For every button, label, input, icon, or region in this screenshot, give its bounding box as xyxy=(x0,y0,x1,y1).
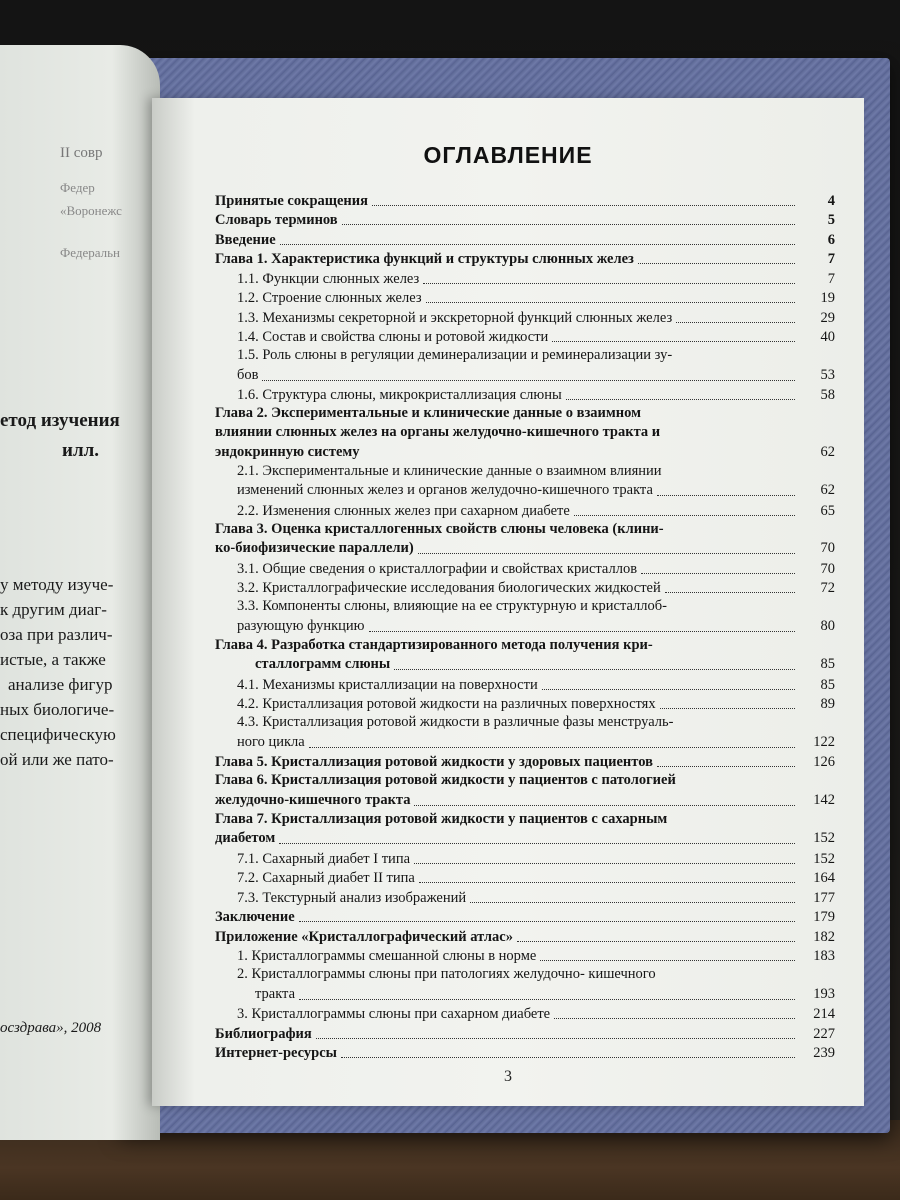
toc-chapter: Глава 6. Кристаллизация ротовой жидкости у пациентов с патологией желудочно-кишечного тракта 142 xyxy=(215,772,835,808)
toc-entry: 2. Кристаллограммы слюны при патологиях желудочно- кишечного тракта 193 xyxy=(237,966,835,1002)
page-title: ОГЛАВЛЕНИЕ xyxy=(423,142,593,168)
left-page-line: у методу изуче- xyxy=(0,575,114,594)
left-page-line: оза при различ- xyxy=(0,625,113,644)
right-page xyxy=(152,98,864,1106)
toc-entry: 1.6. Структура слюны, микрокристаллизация слюны 58 xyxy=(237,387,835,403)
toc-entry: 2.1. Экспериментальные и клинические данные о взаимном влиянии изменений слюнных желез и органов желудочно-кишечного тракта 62 xyxy=(237,462,835,498)
toc-entry: Приложение «Кристаллографический атлас» 182 xyxy=(215,928,835,945)
toc-entry: 4.2. Кристаллизация ротовой жидкости на различных поверхностях 89 xyxy=(237,696,835,712)
toc-entry: 7.2. Сахарный диабет II типа 164 xyxy=(237,870,835,886)
toc-entry: 1.5. Роль слюны в регуляции деминерализации и реминерализации зу- бов 53 xyxy=(237,347,835,383)
toc-entry: 3. Кристаллограммы слюны при сахарном диабете 214 xyxy=(237,1006,835,1022)
toc-entry: Введение 6 xyxy=(215,231,835,248)
toc-entry: 1.3. Механизмы секреторной и экскреторной функций слюнных желез 29 xyxy=(237,309,835,326)
toc-entry: 3.3. Компоненты слюны, влияющие на ее структурную и кристаллоб- разующую функцию 80 xyxy=(237,598,835,634)
left-page-line: илл. xyxy=(62,440,100,461)
left-page-line: ных биологиче- xyxy=(0,700,115,719)
toc-entry: 1.2. Строение слюнных желез 19 xyxy=(237,290,835,306)
toc-entry: Библиография 227 xyxy=(215,1025,835,1042)
left-page-line: специфическую xyxy=(0,725,116,744)
toc-chapter: Глава 3. Оценка кристаллогенных свойств слюны человека (клини- ко-биофизические параллели) 70 xyxy=(215,520,835,556)
left-page-line: к другим диаг- xyxy=(0,600,107,619)
left-page-line: етод изучения xyxy=(0,410,120,431)
left-page-line: истые, а также xyxy=(0,650,106,669)
left-page xyxy=(0,45,160,1140)
toc-chapter: Глава 4. Разработка стандартизированного метода получения кри- сталлограмм слюны 85 xyxy=(215,636,835,672)
left-page-line: анализе фигур xyxy=(8,675,113,694)
toc-entry: Интернет-ресурсы 239 xyxy=(215,1045,835,1061)
left-page-line: Федер xyxy=(60,180,95,195)
toc-entry: Заключение 179 xyxy=(215,909,835,925)
left-page-line: осздрава», 2008 xyxy=(0,1020,102,1036)
toc-chapter: Глава 1. Характеристика функций и структуры слюнных желез 7 xyxy=(215,251,835,267)
toc-entry: 4.3. Кристаллизация ротовой жидкости в различные фазы менструаль- ного цикла 122 xyxy=(237,714,835,750)
toc-entry: 2.2. Изменения слюнных желез при сахарном диабете 65 xyxy=(237,502,835,519)
left-page-line: II совр xyxy=(60,145,103,161)
toc-entry: Словарь терминов 5 xyxy=(215,212,835,228)
page-number: 3 xyxy=(504,1068,512,1085)
left-page-line: «Воронежс xyxy=(60,203,122,218)
toc-entry: 3.2. Кристаллографические исследования биологических жидкостей 72 xyxy=(237,580,835,596)
toc-chapter: Глава 5. Кристаллизация ротовой жидкости у здоровых пациентов 126 xyxy=(215,754,835,770)
toc-entry: Принятые сокращения 4 xyxy=(215,192,835,209)
toc-chapter: Глава 7. Кристаллизация ротовой жидкости у пациентов с сахарным диабетом 152 xyxy=(215,810,835,846)
toc-entry: 7.1. Сахарный диабет I типа 152 xyxy=(237,850,835,867)
toc-entry: 3.1. Общие сведения о кристаллографии и свойствах кристаллов 70 xyxy=(237,560,835,577)
left-page-line: ой или же пато- xyxy=(0,750,114,769)
toc-entry: 4.1. Механизмы кристаллизации на поверхности 85 xyxy=(237,676,835,693)
toc-entry: 7.3. Текстурный анализ изображений 177 xyxy=(237,889,835,906)
toc-chapter: Глава 2. Экспериментальные и клинические данные о взаимном влиянии слюнных желез на органы желудочно-кишечного тракта и эндокринную систему 62 xyxy=(215,405,835,460)
table-of-contents xyxy=(215,190,835,1062)
toc-entry: 1. Кристаллограммы смешанной слюны в норме 183 xyxy=(237,948,835,964)
left-page-line: Федеральн xyxy=(60,245,121,260)
toc-entry: 1.4. Состав и свойства слюны и ротовой жидкости 40 xyxy=(237,329,835,345)
toc-entry: 1.1. Функции слюнных желез 7 xyxy=(237,270,835,287)
